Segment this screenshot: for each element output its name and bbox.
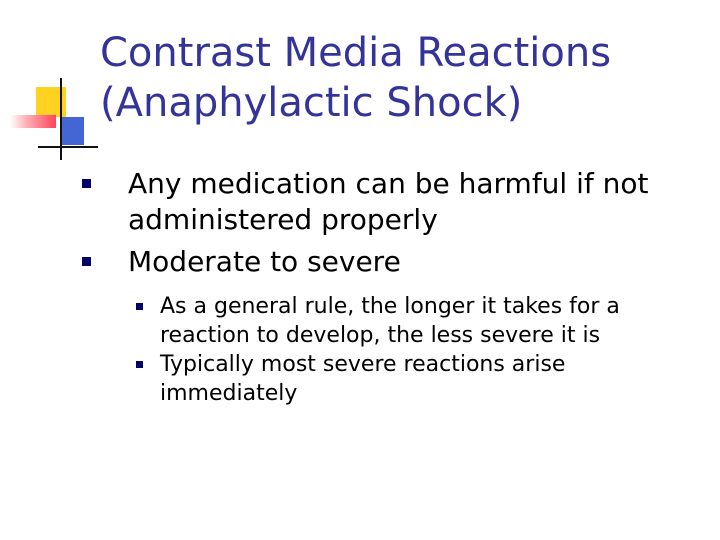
blue-square-decoration — [60, 117, 84, 145]
bullet-list — [82, 166, 682, 286]
square-bullet-icon — [82, 179, 91, 188]
square-bullet-icon — [82, 257, 91, 266]
horizontal-line-decoration — [38, 146, 98, 148]
bullet-item — [82, 166, 682, 238]
bullet-text: Moderate to severe — [128, 245, 401, 278]
bullet-text: Any medication can be harmful if not administered properly — [128, 167, 649, 236]
title-line-2: (Anaphylactic Shock) — [100, 80, 523, 126]
sub-bullet-item — [136, 292, 696, 350]
square-bullet-icon — [136, 361, 143, 368]
sub-bullet-list — [136, 292, 696, 408]
title-line-1: Contrast Media Reactions — [100, 30, 612, 76]
sub-bullet-text: Typically most severe reactions arise immediately — [160, 352, 566, 406]
slide-title — [100, 28, 700, 128]
pink-bar-decoration — [10, 115, 56, 128]
sub-bullet-item — [136, 350, 696, 408]
decorative-logo — [0, 0, 100, 170]
bullet-item — [82, 244, 682, 280]
square-bullet-icon — [136, 303, 143, 310]
sub-bullet-text: As a general rule, the longer it takes for a reaction to develop, the less severe it is — [160, 294, 620, 348]
